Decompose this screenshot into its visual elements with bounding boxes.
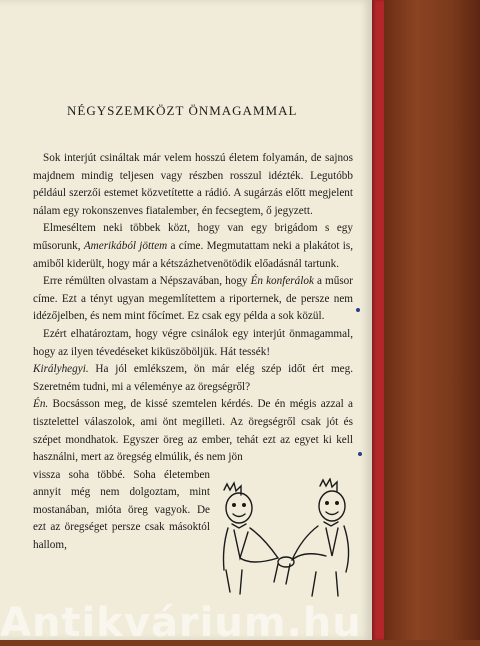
- book-edge-red: [372, 0, 384, 640]
- book-cover-background: [382, 0, 480, 640]
- page-title: NÉGYSZEMKÖZT ÖNMAGAMMAL: [67, 103, 298, 118]
- italic-title-amerikabol: Amerikából jöttem: [83, 239, 168, 252]
- paragraph-6: Én. Bocsásson meg, de kissé szemtelen kérdés. De én mégis azzal a tisztelettel válaszolok, ami önt megilleti. Az öregségről csak jót és szépet mondhatok. Egyszer öreg az ember, tehát ezt az egyet ki kell használni, mert az öregség elmúlik, és nem jön: [33, 398, 353, 464]
- paragraph-5: Királyhegyi. Ha jól emlékszem, ön már elég szép időt ért meg. Szeretném tudni, mi a véleménye az öregségről?: [33, 363, 353, 393]
- paragraph-3: Erre rémülten olvastam a Népszavában, hogy Én konferálok a műsor címe. Ezt a tényt ugyan megemlítettem a riporternek, de persze nem idézőjelben, és nem mint főcímet. Ez csak egy példa a sok közül.: [33, 275, 353, 323]
- paragraph-2: Elmeséltem neki többek közt, hogy van egy brigádom s egy műsorunk, Amerikából jöttem a címe. Megmutattam neki a plakátot is, amiből kiderült, hogy már a kétszázhetvenötödik előadásnál tartunk.: [33, 222, 353, 270]
- antikvarium-watermark: Antikvárium.hu: [0, 600, 362, 646]
- paragraph-4: Ezért elhatároztam, hogy végre csinálok egy interjút önmagammal, hogy az ilyen tévedéseket kiküszöböljük. Hát tessék!: [33, 327, 353, 358]
- speaker-kiralyhegyi: Királyhegyi.: [33, 363, 89, 376]
- two-men-handshake-illustration: [212, 478, 362, 608]
- italic-title-en-konferalok: Én konferálok: [250, 275, 314, 288]
- ink-dot: [356, 308, 360, 312]
- paragraph-7: vissza soha többé. Soha életemben annyit még nem dolgoztam, mint mostanában, mióta öreg vagyok. De ezt az öregséget persze csak másoktól hallom,: [33, 468, 210, 552]
- ink-dot: [358, 452, 362, 456]
- speaker-en: Én.: [33, 398, 49, 411]
- paragraph-1: Sok interjút csináltak már velem hosszú életem folyamán, de sajnos majdnem mindig teljesen vagy részben rosszul idézték. Legutóbb például szerzői estemet közvetítette a rádió. A sugárzás előtt megjelent nálam egy rokonszenves fiatalember, én fecsegtem, ő jegyzett.: [33, 152, 353, 217]
